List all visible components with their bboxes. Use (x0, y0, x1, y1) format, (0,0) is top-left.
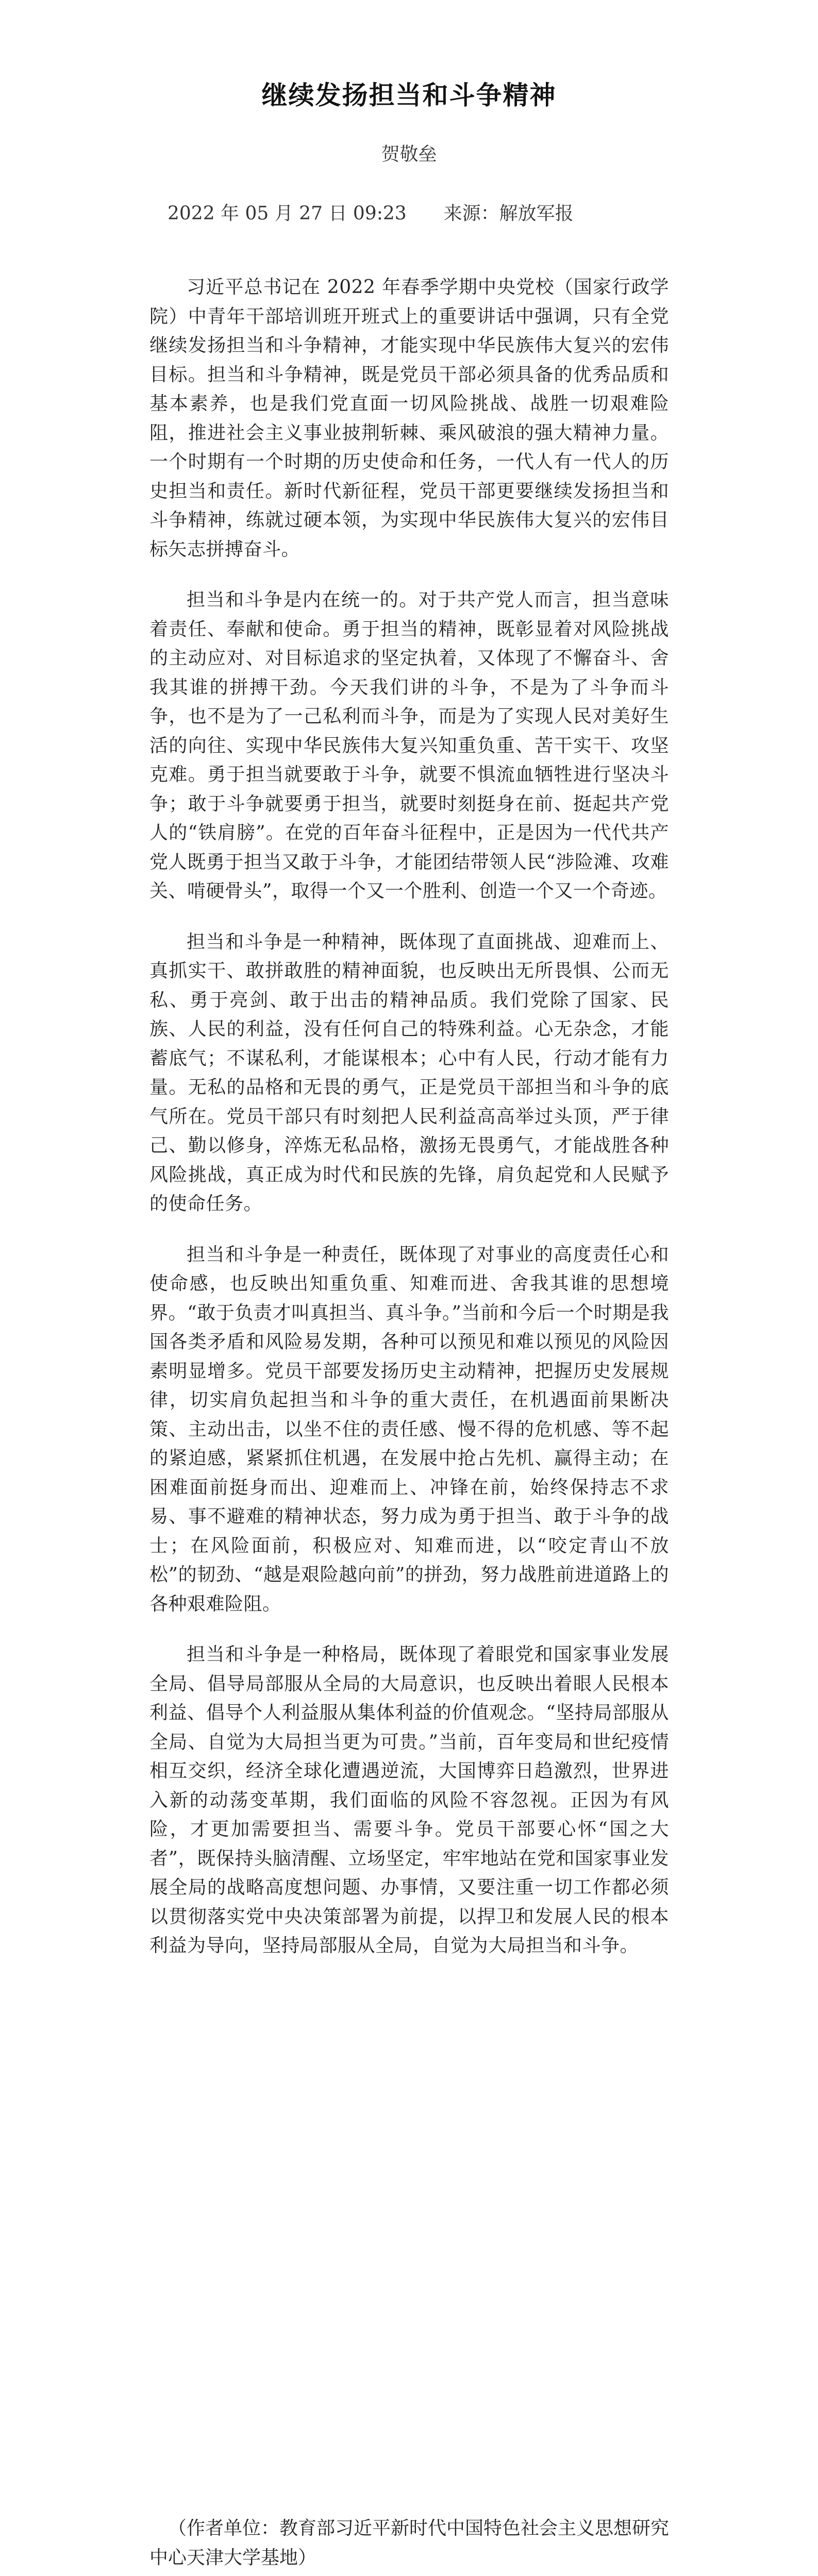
article-body (149, 273, 669, 1982)
article-title: 继续发扬担当和斗争精神 (261, 80, 557, 110)
paragraph-1: 习近平总书记在 2022 年春季学期中央党校（国家行政学院）中青年干部培训班开班式上的重要讲话中强调，只有全党继续发扬担当和斗争精神，才能实现中华民族伟大复兴的宏伟目标。担当和斗争精神，既是党员干部必须具备的优秀品质和基本素养，也是我们党直面一切风险挑战、战胜一切艰难险阻，推进社会主义事业披荆斩棘、乘风破浪的强大精神力量。一个时期有一个时期的历史使命和任务，一代人有一代人的历史担当和责任。新时代新征程，党员干部更要继续发扬担当和斗争精神，练就过硬本领，为实现中华民族伟大复兴的宏伟目标矢志拼搏奋斗。 (149, 277, 669, 560)
article-author: 贺敬垒 (381, 144, 437, 165)
paragraph-3: 担当和斗争是一种精神，既体现了直面挑战、迎难而上、真抓实干、敢拼敢胜的精神面貌，也反映出无所畏惧、公而无私、勇于亮剑、敢于出击的精神品质。我们党除了国家、民族、人民的利益，没有任何自己的特殊利益。心无杂念，才能蓄底气；不谋私利，才能谋根本；心中有人民，行动才能有力量。无私的品格和无畏的勇气，正是党员干部担当和斗争的底气所在。党员干部只有时刻把人民利益高高举过头顶，严于律己、勤以修身，淬炼无私品格，激扬无畏勇气，才能战胜各种风险挑战，真正成为时代和民族的先锋，肩负起党和人民赋予的使命任务。 (149, 931, 669, 1214)
article-meta (168, 201, 574, 227)
paragraph-2: 担当和斗争是内在统一的。对于共产党人而言，担当意味着责任、奉献和使命。勇于担当的精神，既彰显着对风险挑战的主动应对、对目标追求的坚定执着，又体现了不懈奋斗、舍我其谁的拼搏干劲。今天我们讲的斗争，不是为了斗争而斗争，也不是为了一己私利而斗争，而是为了实现人民对美好生活的向往、实现中华民族伟大复兴知重负重、苦干实干、攻坚克难。勇于担当就要敢于斗争，就要不惧流血牺牲进行坚决斗争；敢于斗争就要勇于担当，就要时刻挺身在前、挺起共产党人的“铁肩膀”。在党的百年奋斗征程中，正是因为一代代共产党人既勇于担当又敢于斗争，才能团结带领人民“涉险滩、攻难关、啃硬骨头”，取得一个又一个胜利、创造一个又一个奇迹。 (149, 589, 669, 902)
article-source: 来源：解放军报 (443, 203, 574, 224)
author-affiliation: （作者单位：教育部习近平新时代中国特色社会主义思想研究中心天津大学基地） (149, 2518, 670, 2568)
publish-datetime: 2022 年 05 月 27 日 09:23 (168, 203, 407, 224)
paragraph-5: 担当和斗争是一种格局，既体现了着眼党和国家事业发展全局、倡导局部服从全局的大局意识，也反映出着眼人民根本利益、倡导个人利益服从集体利益的价值观念。“坚持局部服从全局、自觉为大局担当更为可贵。”当前，百年变局和世纪疫情相互交织，经济全球化遭遇逆流，大国博弈日趋激烈，世界进入新的动荡变革期，我们面临的风险不容忽视。正因为有风险，才更加需要担当、需要斗争。党员干部要心怀“国之大者”，既保持头脑清醒、立场坚定，牢牢地站在党和国家事业发展全局的战略高度想问题、办事情，又要注重一切工作都必须以贯彻落实党中央决策部署为前提，以捍卫和发展人民的根本利益为导向，坚持局部服从全局，自觉为大局担当和斗争。 (149, 1644, 669, 1956)
paragraph-4: 担当和斗争是一种责任，既体现了对事业的高度责任心和使命感，也反映出知重负重、知难而进、舍我其谁的思想境界。“敢于负责才叫真担当、真斗争。”当前和今后一个时期是我国各类矛盾和风险易发期，各种可以预见和难以预见的风险因素明显增多。党员干部要发扬历史主动精神，把握历史发展规律，切实肩负起担当和斗争的重大责任，在机遇面前果断决策、主动出击，以坐不住的责任感、慢不得的危机感、等不起的紧迫感，紧紧抓住机遇，在发展中抢占先机、赢得主动；在困难面前挺身而出、迎难而上、冲锋在前，始终保持志不求易、事不避难的精神状态，努力成为勇于担当、敢于斗争的战士；在风险面前，积极应对、知难而进，以“咬定青山不放松”的韧劲、“越是艰险越向前”的拼劲，努力战胜前进道路上的各种艰难险阻。 (149, 1244, 669, 1615)
